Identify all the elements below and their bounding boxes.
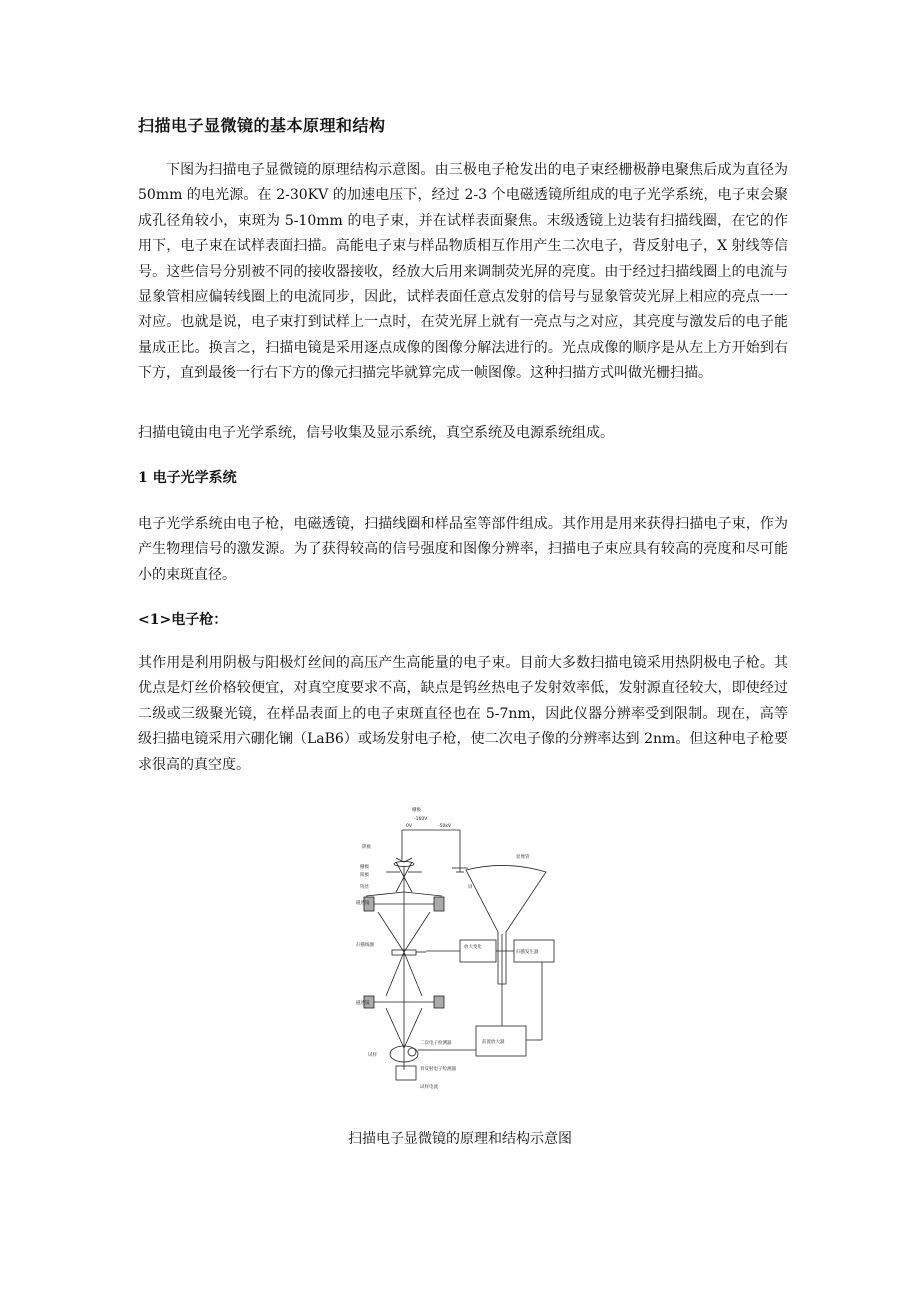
label-specimen-current: 试样电流 xyxy=(420,1085,438,1090)
label-voltage-0: 0V xyxy=(406,824,412,829)
label-secondary-detector: 二次电子检测器 xyxy=(420,1041,452,1046)
label-gate: 栅极 xyxy=(360,865,369,870)
composition-paragraph: 扫描电镜由电子光学系统，信号收集及显示系统，真空系统及电源系统组成。 xyxy=(138,425,614,441)
label-scan-coil: 扫描线圈 xyxy=(356,943,374,948)
label-filament: 钨丝 xyxy=(360,885,369,890)
label-backscatter-detector: 背反射电子检测器 xyxy=(420,1067,456,1072)
section-heading-electron-optics: 1 电子光学系统 xyxy=(138,470,237,486)
label-mag-lens-2: 磁透镜 xyxy=(356,1001,370,1006)
electron-optics-paragraph: 电子光学系统由电子枪，电磁透镜，扫描线圈和样品室等部件组成。其作用是用来获得扫描电子束，作为产生物理信号的激发源。为了获得较高的信号强度和图像分辨率，扫描电子束应具有较高的亮度和尽可能小的束斑直径。 xyxy=(138,516,788,583)
page-title: 扫描电子显微镜的基本原理和结构 xyxy=(138,116,386,135)
label-specimen: 试样 xyxy=(368,1053,377,1058)
label-crt: 显像管 xyxy=(516,855,530,860)
label-mag-lens-1: 磁透镜 xyxy=(356,901,370,906)
subsection-heading-electron-gun: <1>电子枪： xyxy=(138,612,228,628)
label-cathode: 阴极 xyxy=(362,845,371,850)
electron-gun-paragraph: 其作用是利用阴极与阳极灯丝间的高压产生高能量的电子束。目前大多数扫描电镜采用热阴极电子枪。其优点是灯丝价格较便宜，对真空度要求不高，缺点是钨丝热电子发射效率低，发射源直径较大，即使经过二级或三级聚光镜，在样品表面上的电子束斑直径也在 5-7nm，因此仪器分辨率受到限制。现在，高等级扫描电镜采用六硼化镧（LaB6）或场发射电子枪，使二次电子像的分辨率达到 2nm。但这种电子枪要求很高的真空度。 xyxy=(138,655,788,773)
label-anode: 阳极 xyxy=(360,873,369,878)
figure-caption: 扫描电子显微镜的原理和结构示意图 xyxy=(348,1131,572,1147)
label-amplifier: 放大变化 xyxy=(464,945,482,950)
label-scan-generator: 扫描发生器 xyxy=(516,950,539,955)
label-voltage-50kv: -50kV xyxy=(438,824,452,829)
intro-paragraph: 下图为扫描电子显微镜的原理结构示意图。由三极电子枪发出的电子束经栅极静电聚焦后成为直径为 50mm 的电光源。在 2-30KV 的加速电压下，经过 2-3 个电磁透镜所组成的电子光学系统，电子束会聚成孔径角较小，束斑为 5-10mm 的电子束，并在试样表面聚焦。末级透镜上边装有扫描线圈，在它的作用下，电子束在试样表面扫描。高能电子束与样品物质相互作用产生二次电子，背反射电子，X 射线等信号。这些信号分别被不同的接收器接收，经放大后用来调制荧光屏的亮度。由于经过扫描线圈上的电流与显象管相应偏转线圈上的电流同步，因此，试样表面任意点发射的信号与显象管荧光屏上相应的亮点一一对应。也就是说，电子束打到试样上一点时，在荧光屏上就有一亮点与之对应，其亮度与激发后的电子能量成正比。换言之，扫描电镜是采用逐点成像的图像分解法进行的。光点成像的顺序是从左上方开始到右下方，直到最後一行右下方的像元扫描完毕就算完成一帧图像。这种扫描方式叫做光栅扫描。 xyxy=(138,162,788,382)
label-voltage-160: -160V xyxy=(414,817,428,822)
sem-schematic-diagram xyxy=(356,800,556,1100)
label-grid: 栅极 xyxy=(412,808,421,813)
label-screen: 屏 xyxy=(468,885,473,890)
label-preamp: 前置放大器 xyxy=(482,1040,505,1045)
